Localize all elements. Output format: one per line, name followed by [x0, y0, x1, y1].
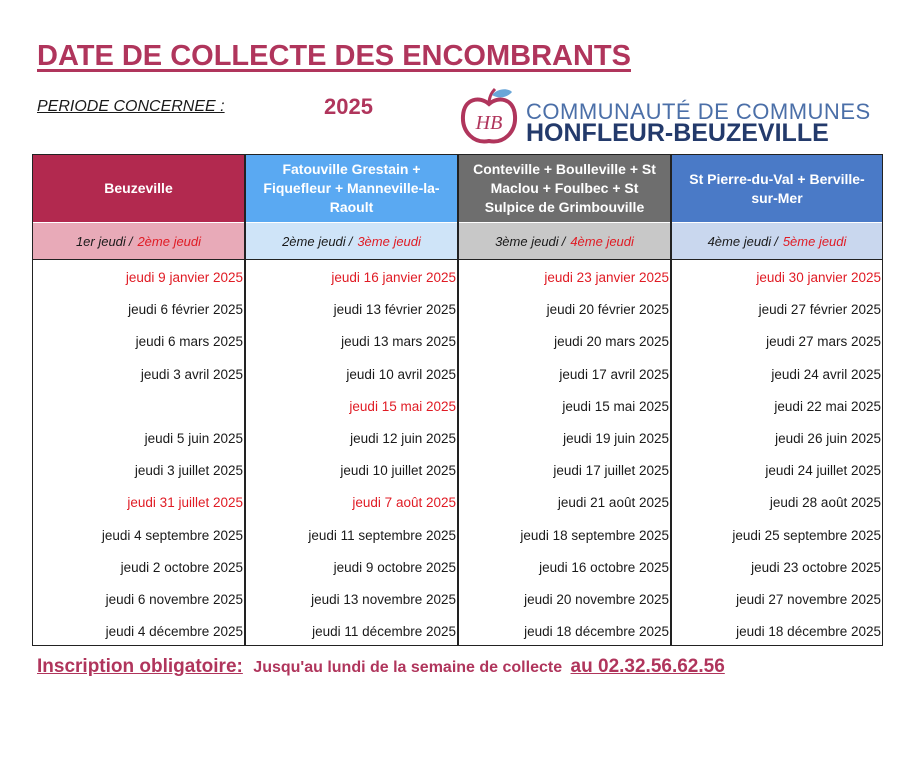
date-cell: jeudi 30 janvier 2025 — [756, 270, 881, 285]
date-cell: jeudi 5 juin 2025 — [144, 430, 243, 446]
logo-line-2: HONFLEUR-BEUZEVILLE — [526, 119, 829, 147]
date-cell: jeudi 2 octobre 2025 — [120, 559, 243, 575]
date-cell: jeudi 20 février 2025 — [546, 302, 669, 318]
subheader-week-b: 5ème jeudi — [782, 233, 847, 249]
date-cell: jeudi 12 juin 2025 — [350, 430, 456, 446]
date-cell: jeudi 24 juillet 2025 — [765, 463, 881, 479]
column-header: Fatouville Grestain + Fiquefleur + Manneville-la-Raoult — [246, 155, 457, 222]
date-cell: jeudi 6 mars 2025 — [135, 334, 243, 350]
footer-label: Inscription obligatoire: — [37, 656, 243, 677]
subheader-week-b: 4ème jeudi — [570, 233, 634, 249]
date-list — [33, 262, 244, 648]
column-conteville — [459, 155, 672, 645]
column-subheader: 4ème jeudi / 5ème jeudi — [672, 223, 882, 260]
date-cell: jeudi 4 septembre 2025 — [101, 527, 243, 543]
date-cell: jeudi 26 juin 2025 — [775, 430, 881, 446]
footer-text: Jusqu'au lundi de la semaine de collecte — [253, 659, 563, 676]
date-cell: jeudi 6 novembre 2025 — [105, 591, 243, 607]
date-cell: jeudi 13 mars 2025 — [341, 334, 456, 350]
subheader-week-a: 4ème jeudi — [707, 233, 772, 249]
date-list — [246, 262, 457, 648]
community-logo — [458, 86, 871, 148]
date-cell: jeudi 19 juin 2025 — [563, 430, 669, 446]
date-cell: jeudi 18 septembre 2025 — [520, 527, 669, 543]
date-cell: jeudi 22 mai 2025 — [774, 398, 881, 414]
date-cell: jeudi 27 novembre 2025 — [736, 591, 881, 607]
date-cell: jeudi 13 novembre 2025 — [311, 591, 456, 607]
column-subheader: 2ème jeudi / 3ème jeudi — [246, 223, 457, 260]
column-subheader: 1er jeudi / 2ème jeudi — [33, 223, 244, 260]
date-cell: jeudi 9 octobre 2025 — [333, 559, 456, 575]
date-cell: jeudi 13 février 2025 — [333, 302, 456, 318]
logo-initials: HB — [475, 112, 503, 134]
date-cell: jeudi 27 mars 2025 — [766, 334, 881, 350]
date-cell: jeudi 23 octobre 2025 — [751, 559, 881, 575]
date-cell: jeudi 25 septembre 2025 — [732, 527, 881, 543]
date-cell: jeudi 7 août 2025 — [352, 495, 456, 511]
subheader-week-a: 1er jeudi — [75, 233, 126, 249]
date-cell: jeudi 28 août 2025 — [769, 495, 881, 511]
date-cell: jeudi 11 décembre 2025 — [312, 624, 456, 640]
period-year: 2025 — [324, 94, 373, 119]
subheader-week-a: 3ème jeudi — [495, 233, 559, 249]
date-cell: jeudi 4 décembre 2025 — [105, 624, 243, 640]
date-cell: jeudi 3 juillet 2025 — [134, 463, 243, 479]
date-cell: jeudi 20 novembre 2025 — [524, 591, 669, 607]
date-cell: jeudi 11 septembre 2025 — [308, 527, 456, 543]
date-cell: jeudi 17 avril 2025 — [559, 366, 669, 382]
column-fatouville — [246, 155, 459, 645]
date-cell: jeudi 15 mai 2025 — [562, 398, 669, 414]
date-cell: jeudi 17 juillet 2025 — [553, 463, 669, 479]
column-header: St Pierre-du-Val + Berville-sur-Mer — [672, 155, 882, 222]
column-header: Conteville + Boulleville + St Maclou + Foulbec + St Sulpice de Grimbouville — [459, 155, 670, 222]
date-cell: jeudi 18 décembre 2025 — [736, 624, 881, 640]
apple-logo-icon — [458, 86, 520, 148]
footer-phone: au 02.32.56.62.56 — [570, 656, 725, 677]
subheader-week-a: 2ème jeudi — [282, 233, 346, 249]
date-cell: jeudi 16 octobre 2025 — [539, 559, 669, 575]
collection-schedule-table — [32, 154, 883, 646]
date-cell: jeudi 15 mai 2025 — [349, 398, 456, 414]
date-cell: jeudi 16 janvier 2025 — [331, 270, 456, 285]
subheader-week-b: 3ème jeudi — [357, 233, 421, 249]
date-cell: jeudi 18 décembre 2025 — [524, 624, 669, 640]
column-header: Beuzeville — [33, 155, 244, 222]
date-cell — [33, 391, 244, 423]
column-subheader: 3ème jeudi / 4ème jeudi — [459, 223, 670, 260]
date-cell: jeudi 6 février 2025 — [128, 302, 243, 318]
date-cell: jeudi 10 avril 2025 — [346, 366, 456, 382]
date-cell: jeudi 23 janvier 2025 — [544, 270, 669, 285]
page-title: DATE DE COLLECTE DES ENCOMBRANTS — [37, 40, 631, 72]
date-cell: jeudi 20 mars 2025 — [554, 334, 669, 350]
logo-line-1: COMMUNAUTÉ DE COMMUNES — [526, 99, 871, 124]
date-list — [672, 262, 882, 648]
subheader-week-b: 2ème jeudi — [137, 233, 202, 249]
date-cell: jeudi 31 juillet 2025 — [127, 495, 243, 511]
date-cell: jeudi 24 avril 2025 — [771, 366, 881, 382]
date-cell: jeudi 9 janvier 2025 — [125, 270, 243, 285]
date-cell: jeudi 27 février 2025 — [758, 302, 881, 318]
date-cell: jeudi 3 avril 2025 — [140, 366, 243, 382]
date-list — [459, 262, 670, 648]
column-beuzeville — [33, 155, 246, 645]
column-st-pierre-du-val — [672, 155, 882, 645]
date-cell: jeudi 10 juillet 2025 — [340, 463, 456, 479]
period-label: PERIODE CONCERNEE : — [37, 98, 225, 115]
date-cell: jeudi 21 août 2025 — [557, 495, 669, 511]
footer-notice — [37, 656, 725, 678]
